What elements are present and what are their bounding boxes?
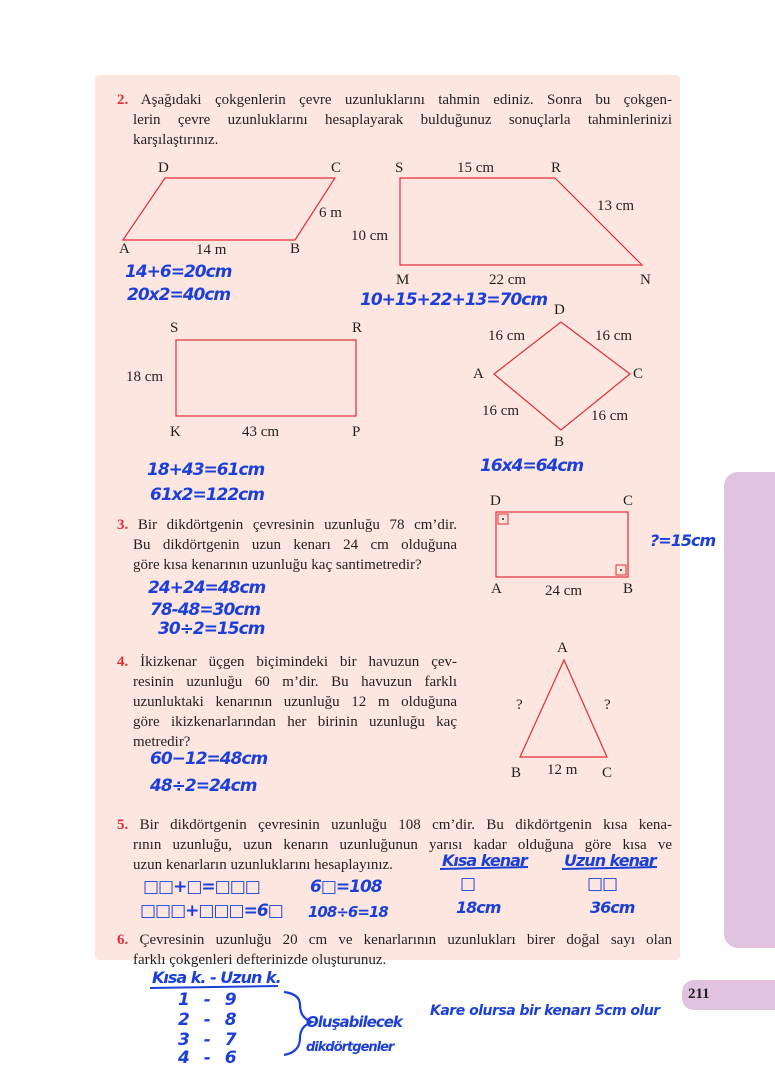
q3-label-b: B [623, 581, 634, 597]
rhombus-bottom-left-label: 16 cm [482, 403, 520, 419]
tri-label-a: A [557, 640, 568, 656]
hw-q6-pair-1: 1 - 9 [178, 990, 236, 1010]
q3-label-c: C [623, 493, 634, 509]
trap-label-n: N [640, 272, 651, 288]
q6-line-2: farklı çokgenleri defterinizde oluşturunuz. [133, 952, 387, 968]
q3-rectangle-shape [496, 512, 628, 577]
rect-label-k: K [170, 424, 181, 440]
hw-q6-header: Kısa k. - Uzun k. [152, 968, 281, 987]
hw-q3-line-3: 30÷2=15cm [158, 619, 265, 639]
para-base-label: 14 m [196, 242, 227, 258]
hw-rect-line-2: 61x2=122cm [150, 485, 264, 505]
q5-line-2: rının uzunluğu, uzun kenarın uzunluğunun yarısı kadar olduğuna göre kısa ve [133, 837, 672, 853]
q4-line-1: İkizkenar üçgen biçimindeki bir havuzun çev- [140, 654, 458, 670]
trap-height-label: 10 cm [351, 228, 389, 244]
q2-number: 2. [117, 92, 129, 108]
rect-label-p: P [352, 424, 361, 440]
rhombus-bottom-right-label: 16 cm [591, 408, 629, 424]
q4-line-5: metredir? [133, 734, 191, 750]
parallelogram-shape [123, 178, 335, 240]
q4-line-3: uzunluktaki kenarının uzunluğu 12 m olduğuna [133, 694, 457, 710]
rect-label-s: S [170, 320, 179, 336]
hw-q6-pair-2: 2 - 8 [178, 1010, 236, 1030]
trap-label-r: R [551, 160, 562, 176]
q4-number: 4. [117, 654, 129, 670]
q3-line-1: Bir dikdörtgenin çevresinin uzunluğu 78 cm’dir. [137, 517, 457, 533]
rhombus-top-right-label: 16 cm [595, 328, 633, 344]
q4-line-4: göre ikizkenarlarından her birinin uzunluğu kaç [133, 714, 457, 730]
para-label-c: C [331, 160, 342, 176]
hw-q3-line-1: 24+24=48cm [148, 578, 266, 598]
trap-top-label: 15 cm [457, 160, 495, 176]
hw-rhombus: 16x4=64cm [480, 456, 584, 476]
q2-line-3: karşılaştırınız. [133, 132, 219, 148]
hw-q5-row2-a: □□□+□□□=6□ [140, 901, 283, 921]
rect-width-label: 43 cm [242, 424, 280, 440]
rectangle-shape [176, 340, 356, 416]
rhombus-label-c: C [633, 366, 644, 382]
q4-line-2: resinin uzunluğu 60 m’dir. Bu havuzun farklı [133, 674, 457, 690]
hw-rect-line-1: 18+43=61cm [147, 460, 265, 480]
hw-q5-long-value: 36cm [590, 898, 635, 917]
q3-line-3: göre kısa kenarının uzunluğu kaç santimetredir? [133, 557, 422, 573]
q3-label-a: A [491, 581, 502, 597]
q4-text [117, 652, 457, 752]
rhombus-label-b: B [554, 434, 565, 450]
trap-label-m: M [396, 272, 410, 288]
trap-label-s: S [395, 160, 404, 176]
trapezoid-shape [400, 178, 642, 265]
para-side-label: 6 m [319, 205, 342, 221]
hw-q5-row1-b: 6□=108 [310, 877, 382, 897]
para-label-d: D [158, 160, 169, 176]
hw-para-line-2: 20x2=40cm [127, 285, 231, 305]
hw-q5-short-title: Kısa kenar [442, 851, 527, 870]
q5-line-1: Bir dikdörtgenin çevresinin uzunluğu 108 cm’dir. Bu dikdörtgenin kısa kena- [139, 817, 673, 833]
para-label-a: A [119, 241, 130, 257]
hw-q5-short-value: 18cm [456, 898, 501, 917]
q6-number: 6. [117, 932, 129, 948]
hw-q5-long-title: Uzun kenar [564, 851, 656, 870]
tri-label-c: C [602, 765, 613, 781]
rhombus-label-a: A [473, 366, 484, 382]
hw-trapezoid: 10+15+22+13=70cm [360, 290, 548, 310]
q6-text [117, 930, 672, 970]
q5-line-3: uzun kenarların uzunluklarını hesaplayınız. [133, 857, 393, 873]
tri-left-label: ? [516, 697, 523, 713]
trap-bottom-label: 22 cm [489, 272, 527, 288]
hw-q6-pair-3: 3 - 7 [178, 1030, 236, 1050]
page-number: 211 [688, 986, 710, 1002]
hw-q4-line-1: 60−12=48cm [150, 749, 268, 769]
hw-q3-line-2: 78-48=30cm [150, 600, 261, 620]
hw-q6-square: Kare olursa bir kenarı 5cm olur [430, 1003, 660, 1019]
para-label-b: B [290, 241, 301, 257]
q2-line-1: Aşağıdaki çokgenlerin çevre uzunluklarını tahmin ediniz. Sonra bu çokgen- [140, 92, 672, 108]
rhombus-top-left-label: 16 cm [488, 328, 526, 344]
hw-q5-short-box: □ [460, 874, 476, 894]
q3-base-label: 24 cm [545, 583, 583, 599]
hw-q6-note-1: Oluşabilecek [306, 1013, 402, 1031]
q2-text [117, 90, 672, 150]
hw-para-line-1: 14+6=20cm [125, 262, 232, 282]
hw-q6-note-2: dikdörtgenler [306, 1040, 394, 1055]
hw-q5-row2-b: 108÷6=18 [308, 903, 388, 921]
tri-right-label: ? [604, 697, 611, 713]
rhombus-label-d: D [554, 302, 565, 318]
hw-q6-pair-4: 4 - 6 [178, 1048, 236, 1068]
q3-text [117, 515, 457, 575]
hw-q4-line-2: 48÷2=24cm [150, 776, 257, 796]
hw-q5-row1-a: □□+□=□□□ [143, 877, 260, 897]
rect-label-r: R [352, 320, 363, 336]
q6-line-1: Çevresinin uzunluğu 20 cm ve kenarlarının uzunlukları birer doğal sayı olan [139, 932, 673, 948]
triangle-shape [520, 660, 607, 757]
q5-number: 5. [117, 817, 129, 833]
q3-label-d: D [490, 493, 501, 509]
rect-height-label: 18 cm [126, 369, 164, 385]
q2-line-2: lerin çevre uzunluklarını hesaplayarak bulduğunuz sonuçlarla tahminlerinizi [133, 112, 672, 128]
tri-base-label: 12 m [547, 762, 578, 778]
tri-label-b: B [511, 765, 522, 781]
hw-q5-long-box: □□ [587, 874, 618, 894]
q3-line-2: Bu dikdörtgenin uzun kenarı 24 cm olduğuna [133, 537, 457, 553]
trap-slant-label: 13 cm [597, 198, 635, 214]
q3-number: 3. [117, 517, 129, 533]
hw-q3-answer: ?=15cm [650, 531, 716, 550]
